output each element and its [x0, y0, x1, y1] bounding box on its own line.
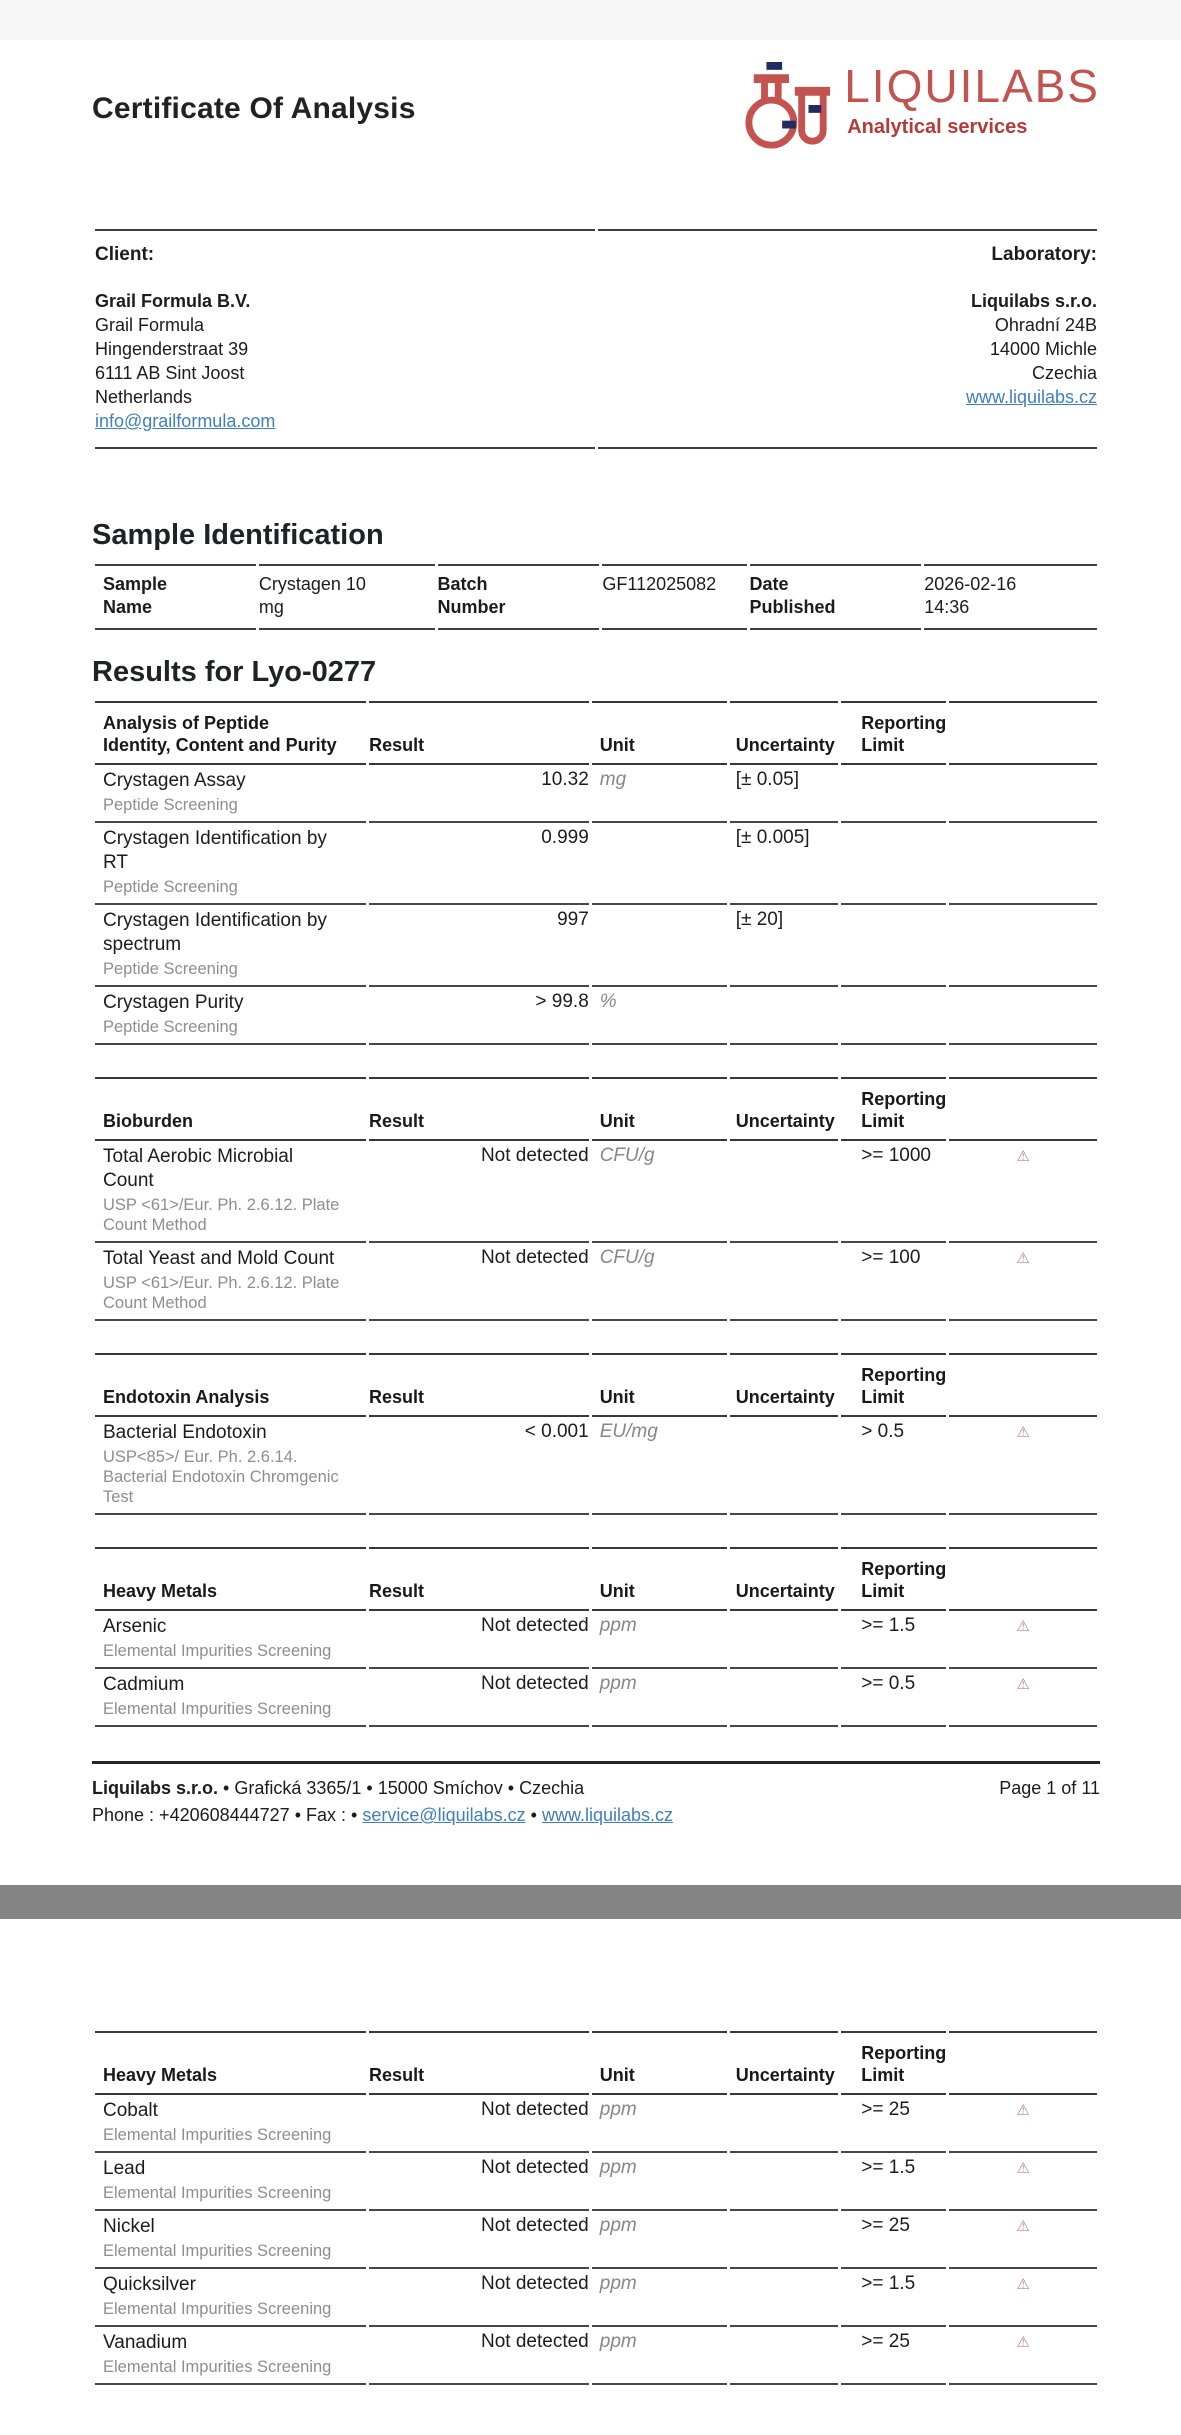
- parameter-method: USP <61>/Eur. Ph. 2.6.12. Plate Count Method: [103, 1274, 340, 1312]
- result-row: [95, 1669, 1097, 1727]
- parameter-method: USP<85>/ Eur. Ph. 2.6.14. Bacterial Endotoxin Chromgenic Test: [103, 1448, 339, 1506]
- document-page-1: [0, 62, 1181, 1885]
- logo-tagline: Analytical services: [847, 116, 1028, 138]
- result-value: 997: [369, 905, 589, 987]
- warning-icon: ⚠: [1016, 1675, 1030, 1693]
- parameter-method: Peptide Screening: [103, 878, 238, 896]
- parameter-method: Elemental Impurities Screening: [103, 2358, 332, 2376]
- flask-test-tube-icon: [742, 62, 832, 155]
- parameter-name: Crystagen Identification by RT: [103, 828, 327, 873]
- unit-value: ppm: [592, 2211, 727, 2269]
- document-header: [92, 62, 1100, 155]
- sample-name-value: Crystagen 10 mg: [259, 564, 435, 630]
- column-header-flag: [949, 1353, 1097, 1417]
- result-row: [95, 2211, 1097, 2269]
- parameter-method: USP <61>/Eur. Ph. 2.6.12. Plate Count Method: [103, 1196, 340, 1234]
- uncertainty-value: [730, 1141, 839, 1243]
- uncertainty-value: [± 0.05]: [730, 765, 839, 823]
- uncertainty-value: [730, 1417, 839, 1515]
- unit-value: mg: [592, 765, 727, 823]
- result-row: [95, 2327, 1097, 2385]
- result-value: Not detected: [369, 2327, 589, 2385]
- table-group-title: Endotoxin Analysis: [95, 1353, 366, 1417]
- laboratory-name: Liquilabs s.r.o.: [970, 291, 1097, 311]
- result-value: Not detected: [369, 2211, 589, 2269]
- page-title: Certificate Of Analysis: [92, 91, 416, 125]
- result-row: [95, 2153, 1097, 2211]
- column-header-flag: [949, 1077, 1097, 1141]
- result-value: Not detected: [369, 1243, 589, 1321]
- parameter-name: Nickel: [103, 2216, 155, 2237]
- parameter-method: Peptide Screening: [103, 796, 238, 814]
- unit-value: CFU/g: [592, 1243, 727, 1321]
- warning-icon: ⚠: [1016, 2333, 1030, 2351]
- unit-value: EU/mg: [592, 1417, 727, 1515]
- date-published-label: Date Published: [750, 564, 922, 630]
- batch-number-label: Batch Number: [438, 564, 600, 630]
- column-header-uncertainty: Uncertainty: [730, 1353, 839, 1417]
- results-table-peptide: [92, 701, 1100, 1045]
- parameter-name: Total Yeast and Mold Count: [103, 1248, 335, 1269]
- column-header-unit: Unit: [592, 1547, 727, 1611]
- parameter-name: Arsenic: [103, 1616, 167, 1637]
- parameter-name: Cadmium: [103, 1674, 185, 1695]
- column-header-unit: Unit: [592, 2031, 727, 2095]
- reporting-limit-value: > 0.5: [841, 1417, 946, 1515]
- laboratory-address-line: 14000 Michle: [989, 339, 1097, 359]
- laboratory-website-link[interactable]: www.liquilabs.cz: [965, 387, 1097, 407]
- table-group-title: Heavy Metals: [95, 1547, 366, 1611]
- uncertainty-value: [730, 1611, 839, 1669]
- warning-icon: ⚠: [1016, 1249, 1030, 1267]
- results-table-heavy-metals: [92, 1547, 1100, 1727]
- parameter-name: Lead: [103, 2158, 146, 2179]
- column-header-reporting-limit: Reporting Limit: [841, 1077, 946, 1141]
- result-value: Not detected: [369, 1611, 589, 1669]
- column-header-reporting-limit: Reporting Limit: [841, 701, 946, 765]
- unit-value: CFU/g: [592, 1141, 727, 1243]
- column-header-result: Result: [369, 1547, 589, 1611]
- results-table-bioburden: [92, 1077, 1100, 1321]
- column-header-result: Result: [369, 2031, 589, 2095]
- page-break-band: [0, 1885, 1181, 1919]
- result-row: [95, 2269, 1097, 2327]
- laboratory-address-line: Ohradní 24B: [994, 315, 1097, 335]
- reporting-limit-value: [841, 905, 946, 987]
- result-value: > 99.8: [369, 987, 589, 1045]
- result-value: < 0.001: [369, 1417, 589, 1515]
- client-address-line: Grail Formula: [95, 315, 205, 335]
- column-header-flag: [949, 701, 1097, 765]
- result-row: [95, 1141, 1097, 1243]
- column-header-flag: [949, 2031, 1097, 2095]
- reporting-limit-value: >= 100: [841, 1243, 946, 1321]
- page-number: Page 1 of 11: [999, 1778, 1100, 1798]
- unit-value: ppm: [592, 2153, 727, 2211]
- result-value: Not detected: [369, 1669, 589, 1727]
- results-table-heavy-metals-continued: [92, 2031, 1100, 2385]
- warning-icon: ⚠: [1016, 1617, 1030, 1635]
- reporting-limit-value: >= 25: [841, 2211, 946, 2269]
- uncertainty-value: [730, 1243, 839, 1321]
- reporting-limit-value: >= 25: [841, 2095, 946, 2153]
- column-header-uncertainty: Uncertainty: [730, 701, 839, 765]
- client-email-link[interactable]: info@grailformula.com: [95, 411, 276, 431]
- column-header-uncertainty: Uncertainty: [730, 1547, 839, 1611]
- unit-value: ppm: [592, 2269, 727, 2327]
- parameter-name: Crystagen Identification by spectrum: [103, 910, 327, 955]
- parameter-name: Total Aerobic Microbial Count: [103, 1146, 294, 1191]
- result-row: [95, 2095, 1097, 2153]
- reporting-limit-value: >= 1.5: [841, 2269, 946, 2327]
- parameter-name: Crystagen Purity: [103, 992, 244, 1013]
- parameter-method: Elemental Impurities Screening: [103, 1642, 332, 1660]
- reporting-limit-value: >= 1.5: [841, 1611, 946, 1669]
- result-row: [95, 823, 1097, 905]
- column-header-unit: Unit: [592, 701, 727, 765]
- parameter-method: Peptide Screening: [103, 960, 238, 978]
- footer-email-link[interactable]: service@liquilabs.cz: [362, 1805, 526, 1825]
- footer-contact-block: [92, 1775, 673, 1829]
- date-published-value: 2026-02-16 14:36: [924, 564, 1097, 630]
- uncertainty-value: [730, 2327, 839, 2385]
- result-row: [95, 987, 1097, 1045]
- parameter-name: Vanadium: [103, 2332, 188, 2353]
- result-row: [95, 765, 1097, 823]
- result-value: 10.32: [369, 765, 589, 823]
- uncertainty-value: [730, 1669, 839, 1727]
- uncertainty-value: [730, 2153, 839, 2211]
- footer-phone-line: Phone : +420608444727 • Fax : • service@liquilabs.cz • www.liquilabs.cz: [92, 1805, 673, 1825]
- liquilabs-logo: [742, 62, 1100, 155]
- viewer-top-strip: [0, 0, 1181, 40]
- sample-name-label: Sample Name: [95, 564, 256, 630]
- warning-icon: ⚠: [1016, 2217, 1030, 2235]
- uncertainty-value: [730, 2269, 839, 2327]
- reporting-limit-value: >= 1.5: [841, 2153, 946, 2211]
- parameter-method: Elemental Impurities Screening: [103, 2184, 332, 2202]
- column-header-uncertainty: Uncertainty: [730, 2031, 839, 2095]
- reporting-limit-value: >= 1000: [841, 1141, 946, 1243]
- sample-identification-heading: Sample Identification: [92, 519, 384, 551]
- laboratory-address-line: Czechia: [1031, 363, 1097, 383]
- column-header-reporting-limit: Reporting Limit: [841, 1353, 946, 1417]
- reporting-limit-value: >= 0.5: [841, 1669, 946, 1727]
- uncertainty-value: [730, 987, 839, 1045]
- column-header-result: Result: [369, 1077, 589, 1141]
- parameter-name: Crystagen Assay: [103, 770, 246, 791]
- result-row: [95, 1243, 1097, 1321]
- parameter-method: Peptide Screening: [103, 1018, 238, 1036]
- uncertainty-value: [± 20]: [730, 905, 839, 987]
- unit-value: [592, 905, 727, 987]
- client-address-line: 6111 AB Sint Joost: [95, 363, 245, 383]
- document-page-2: [0, 1919, 1181, 2435]
- parameter-method: Elemental Impurities Screening: [103, 1700, 332, 1718]
- laboratory-block: [598, 229, 1098, 449]
- result-row: [95, 905, 1097, 987]
- column-header-result: Result: [369, 1353, 589, 1417]
- client-address-line: Netherlands: [95, 387, 193, 407]
- batch-number-value: GF112025082: [602, 564, 746, 630]
- unit-value: ppm: [592, 2327, 727, 2385]
- page-footer: [92, 1761, 1100, 1829]
- unit-value: [592, 823, 727, 905]
- result-value: Not detected: [369, 2269, 589, 2327]
- reporting-limit-value: [841, 823, 946, 905]
- column-header-reporting-limit: Reporting Limit: [841, 1547, 946, 1611]
- sample-identification-table: [92, 564, 1100, 630]
- uncertainty-value: [± 0.005]: [730, 823, 839, 905]
- column-header-uncertainty: Uncertainty: [730, 1077, 839, 1141]
- warning-icon: ⚠: [1016, 2159, 1030, 2177]
- column-header-unit: Unit: [592, 1077, 727, 1141]
- client-label: Client:: [95, 244, 155, 265]
- unit-value: %: [592, 987, 727, 1045]
- client-name: Grail Formula B.V.: [95, 291, 251, 311]
- table-group-title: Bioburden: [95, 1077, 366, 1141]
- column-header-result: Result: [369, 701, 589, 765]
- parameter-name: Quicksilver: [103, 2274, 196, 2295]
- results-heading: Results for Lyo-0277: [92, 656, 377, 688]
- table-group-title: Analysis of Peptide Identity, Content and Purity: [95, 701, 366, 765]
- column-header-flag: [949, 1547, 1097, 1611]
- client-address-line: Hingenderstraat 39: [95, 339, 249, 359]
- uncertainty-value: [730, 2095, 839, 2153]
- unit-value: ppm: [592, 1611, 727, 1669]
- warning-icon: ⚠: [1016, 1147, 1030, 1165]
- result-value: Not detected: [369, 2153, 589, 2211]
- unit-value: ppm: [592, 1669, 727, 1727]
- uncertainty-value: [730, 2211, 839, 2269]
- reporting-limit-value: >= 25: [841, 2327, 946, 2385]
- footer-website-link[interactable]: www.liquilabs.cz: [541, 1805, 673, 1825]
- parameter-method: Elemental Impurities Screening: [103, 2242, 332, 2260]
- warning-icon: ⚠: [1016, 1423, 1030, 1441]
- client-laboratory-block: [92, 229, 1100, 449]
- reporting-limit-value: [841, 765, 946, 823]
- laboratory-label: Laboratory:: [991, 244, 1097, 265]
- results-table-endotoxin: [92, 1353, 1100, 1515]
- parameter-method: Elemental Impurities Screening: [103, 2126, 332, 2144]
- column-header-unit: Unit: [592, 1353, 727, 1417]
- parameter-name: Cobalt: [103, 2100, 158, 2121]
- result-row: [95, 1417, 1097, 1515]
- client-block: [95, 229, 595, 449]
- result-row: [95, 1611, 1097, 1669]
- logo-wordmark: LIQUILABS: [844, 60, 1100, 112]
- warning-icon: ⚠: [1016, 2275, 1030, 2293]
- result-value: Not detected: [369, 2095, 589, 2153]
- unit-value: ppm: [592, 2095, 727, 2153]
- result-value: Not detected: [369, 1141, 589, 1243]
- warning-icon: ⚠: [1016, 2101, 1030, 2119]
- column-header-reporting-limit: Reporting Limit: [841, 2031, 946, 2095]
- footer-address-line: Liquilabs s.r.o. • Grafická 3365/1 • 15000 Smíchov • Czechia: [92, 1778, 585, 1798]
- table-group-title: Heavy Metals: [95, 2031, 366, 2095]
- reporting-limit-value: [841, 987, 946, 1045]
- parameter-name: Bacterial Endotoxin: [103, 1422, 267, 1443]
- result-value: 0.999: [369, 823, 589, 905]
- parameter-method: Elemental Impurities Screening: [103, 2300, 332, 2318]
